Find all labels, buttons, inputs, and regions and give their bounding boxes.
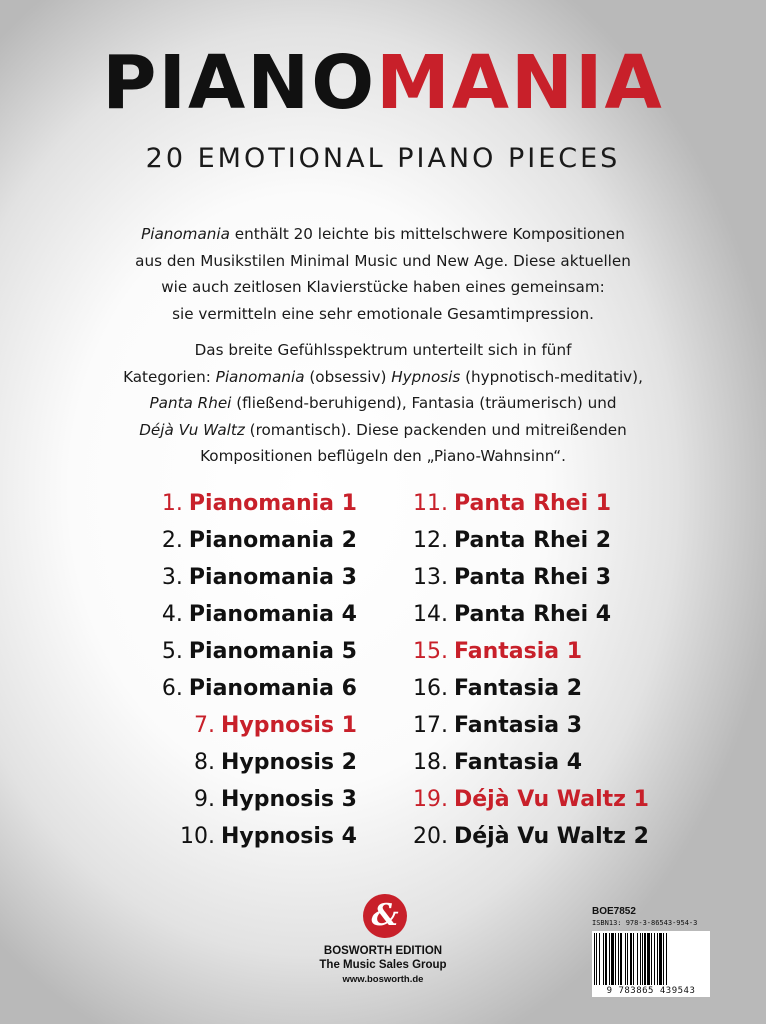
track-number: 9.	[194, 787, 216, 812]
track-title: Panta Rhei 3	[454, 565, 612, 590]
track-title: Hypnosis 4	[221, 824, 357, 849]
track-title: Déjà Vu Waltz 2	[454, 824, 649, 849]
title-mania: MANIA	[376, 40, 664, 126]
track-title: Pianomania 6	[188, 676, 357, 701]
track-item	[162, 707, 357, 744]
intro-paragraph-1	[60, 221, 706, 327]
intro-line: sie vermitteln eine sehr emotionale Gesamtimpression.	[172, 304, 594, 323]
track-title: Hypnosis 1	[221, 713, 357, 738]
track-item	[162, 781, 357, 818]
track-number: 3.	[161, 565, 183, 590]
italic-title: Pianomania	[141, 225, 230, 243]
publisher-group: The Music Sales Group	[319, 959, 447, 971]
track-title: Fantasia 3	[454, 713, 583, 738]
intro-paragraph-2	[60, 337, 706, 470]
text-span: (obsessiv)	[304, 367, 392, 386]
track-title: Pianomania 1	[188, 491, 357, 516]
track-item	[413, 485, 649, 522]
track-number: 1.	[161, 491, 183, 516]
track-item	[413, 559, 649, 596]
publisher-logo-icon: &	[363, 894, 407, 938]
track-item	[413, 707, 649, 744]
track-title: Pianomania 3	[188, 565, 357, 590]
barcode-bars	[594, 933, 708, 985]
track-item	[162, 744, 357, 781]
intro-line	[60, 417, 706, 444]
track-number: 14.	[413, 602, 448, 627]
barcode-block	[592, 906, 710, 1004]
track-title: Panta Rhei 1	[454, 491, 612, 516]
track-item	[162, 596, 357, 633]
track-number: 15.	[413, 639, 448, 664]
barcode-bar	[667, 933, 668, 985]
italic-category: Hypnosis	[391, 367, 461, 386]
track-title: Hypnosis 3	[221, 787, 357, 812]
intro-line	[60, 390, 706, 417]
track-title: Panta Rhei 4	[454, 602, 612, 627]
track-item	[162, 818, 357, 855]
track-number: 6.	[161, 676, 183, 701]
track-number: 13.	[413, 565, 448, 590]
barcode	[592, 931, 710, 997]
track-item	[413, 818, 649, 855]
track-number: 4.	[161, 602, 183, 627]
track-number: 7.	[194, 713, 216, 738]
track-number: 11.	[413, 491, 448, 516]
title-piano: PIANO	[102, 40, 377, 126]
text-span: Kategorien:	[123, 367, 216, 386]
track-number: 2.	[161, 528, 183, 553]
intro-line: wie auch zeitlosen Klavierstücke haben eines gemeinsam:	[161, 278, 605, 296]
text-span: (fließend-beruhigend), Fantasia (träumerisch) und	[231, 394, 617, 412]
track-item	[162, 559, 357, 596]
track-title: Pianomania 4	[188, 602, 357, 627]
product-code: BOE7852	[592, 906, 636, 917]
track-number: 17.	[413, 713, 448, 738]
publisher-url: www.bosworth.de	[342, 974, 424, 985]
text-span: enthält 20 leichte bis mittelschwere Kompositionen	[229, 225, 625, 243]
track-item	[413, 596, 649, 633]
track-number: 10.	[180, 824, 216, 849]
track-number: 12.	[413, 528, 448, 553]
track-column-left	[162, 485, 357, 855]
track-title: Fantasia 4	[454, 750, 583, 775]
book-subtitle: 20 EMOTIONAL PIANO PIECES	[145, 143, 621, 174]
track-number: 18.	[413, 750, 448, 775]
track-title: Fantasia 1	[454, 639, 583, 664]
text-span: (hypnotisch-meditativ),	[460, 367, 643, 386]
track-title: Panta Rhei 2	[454, 528, 612, 553]
intro-line: Das breite Gefühlsspektrum unterteilt sich in fünf	[194, 341, 572, 359]
track-column-right	[413, 485, 649, 855]
track-item	[413, 781, 649, 818]
isbn-text: ISBN13: 978-3-86543-954-3	[592, 919, 698, 927]
track-number: 20.	[413, 824, 448, 849]
track-number: 8.	[194, 750, 216, 775]
track-item	[162, 485, 357, 522]
track-number: 19.	[413, 787, 448, 812]
intro-line	[60, 364, 706, 391]
track-title: Pianomania 5	[188, 639, 357, 664]
track-number: 5.	[161, 639, 183, 664]
track-item	[162, 670, 357, 707]
track-item	[162, 522, 357, 559]
track-item	[413, 633, 649, 670]
intro-line: aus den Musikstilen Minimal Music und New Age. Diese aktuellen	[135, 251, 631, 270]
intro-line	[60, 221, 706, 248]
track-item	[413, 744, 649, 781]
italic-category: Panta Rhei	[149, 394, 232, 412]
text-span: (romantisch). Diese packenden und mitreißenden	[244, 420, 627, 439]
track-title: Déjà Vu Waltz 1	[454, 787, 649, 812]
track-item	[162, 633, 357, 670]
track-item	[413, 522, 649, 559]
italic-category: Pianomania	[215, 367, 305, 386]
intro-line: Kompositionen beflügeln den „Piano-Wahnsinn“.	[200, 447, 566, 465]
track-number: 16.	[413, 676, 448, 701]
track-title: Hypnosis 2	[221, 750, 357, 775]
track-title: Pianomania 2	[188, 528, 357, 553]
book-title	[0, 38, 766, 128]
track-item	[413, 670, 649, 707]
track-title: Fantasia 2	[454, 676, 583, 701]
publisher-name: BOSWORTH EDITION	[323, 945, 443, 957]
italic-category: Déjà Vu Waltz	[139, 420, 245, 439]
barcode-number: 9 783865 439543	[594, 985, 708, 997]
